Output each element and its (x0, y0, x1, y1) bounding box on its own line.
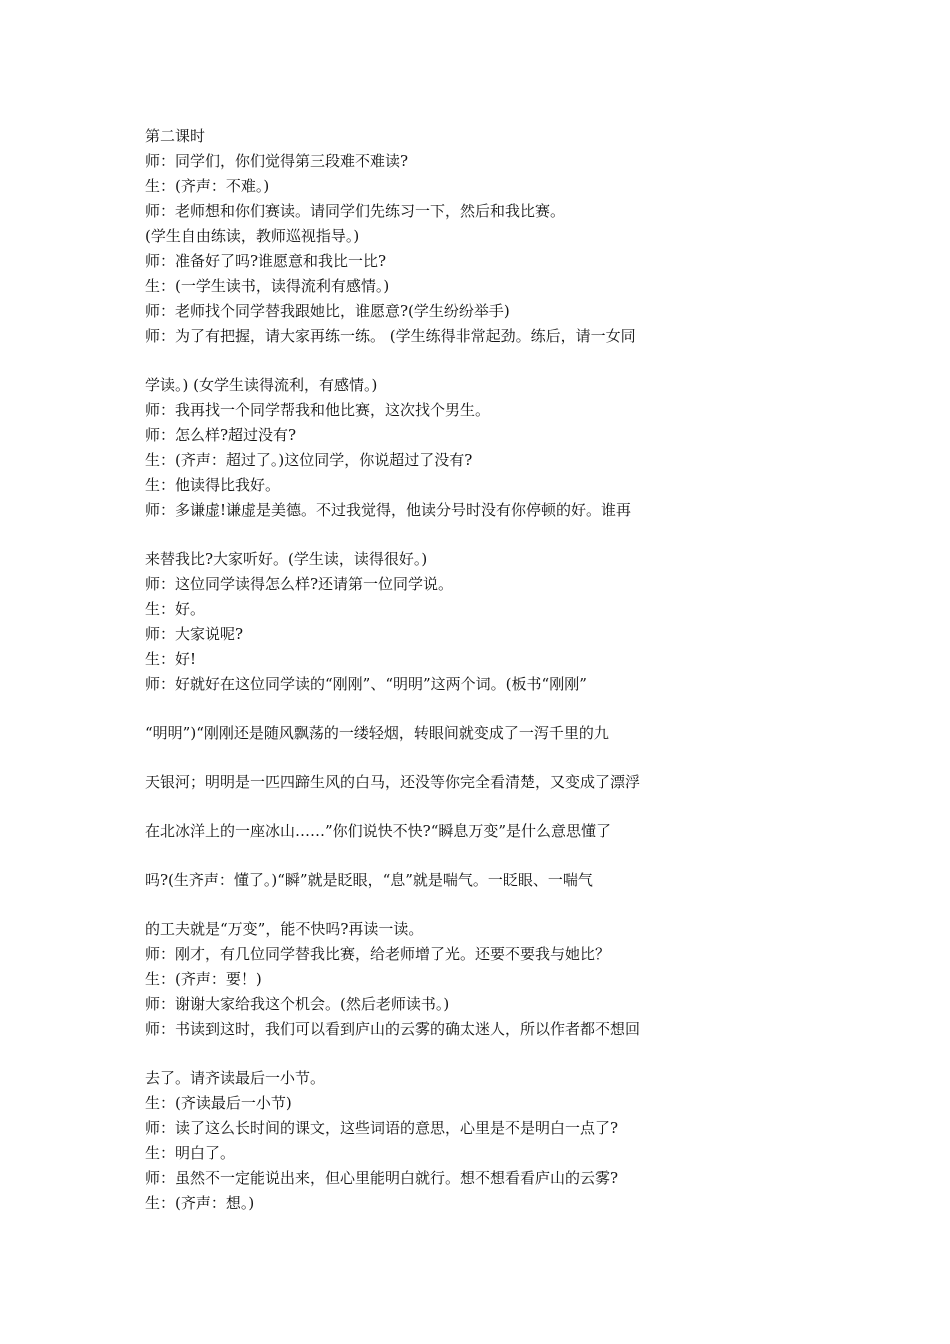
text-line: 师：大家说呢? (145, 625, 244, 643)
text-line: 生：(齐声：不难。) (145, 177, 270, 195)
text-line: 师：这位同学读得怎么样?还请第一位同学说。 (145, 575, 454, 593)
section-heading: 第二课时 (145, 127, 206, 145)
document-page (145, 124, 845, 1216)
paragraph-gap (145, 893, 845, 917)
text-line: 师：多谦虚!谦虚是美德。不过我觉得，他读分号时没有你停顿的好。谁再 (145, 501, 632, 519)
text-line: 师：我再找一个同学帮我和他比赛，这次找个男生。 (145, 401, 491, 419)
text-line: 天银河；明明是一匹四蹄生风的白马，还没等你完全看清楚，又变成了漂浮 (145, 773, 641, 791)
paragraph-gap (145, 697, 845, 721)
text-line: 生：(齐声：要！) (145, 970, 262, 988)
text-line: 师：为了有把握，请大家再练一练。 (学生练得非常起劲。练后，请一女同 (145, 327, 636, 345)
text-line: 师：读了这么长时间的课文，这些词语的意思，心里是不是明白一点了? (145, 1119, 619, 1137)
text-line: 师：准备好了吗?谁愿意和我比一比? (145, 252, 387, 270)
text-line: 吗?(生齐声：懂了。)“瞬”就是眨眼，“息”就是喘气。一眨眼、一喘气 (145, 871, 593, 889)
text-line: 生：好! (145, 650, 197, 668)
paragraph-gap (145, 1042, 845, 1066)
text-line: 师：刚才，有几位同学替我比赛，给老师增了光。还要不要我与她比？ (145, 945, 611, 963)
paragraph-gap (145, 349, 845, 373)
text-line: 师：老师想和你们赛读。请同学们先练习一下，然后和我比赛。 (145, 202, 566, 220)
paragraph-gap (145, 795, 845, 819)
paragraph-gap (145, 523, 845, 547)
text-line: 师：怎么样?超过没有? (145, 426, 297, 444)
text-line: 师：老师找个同学替我跟她比，谁愿意?(学生纷纷举手) (145, 302, 510, 320)
text-line: 在北冰洋上的一座冰山……”你们说快不快?“瞬息万变”是什么意思懂了 (145, 822, 612, 840)
text-line: “明明”)“刚刚还是随风飘荡的一缕轻烟，转眼间就变成了一泻千里的九 (145, 724, 609, 742)
text-line: 生：他读得比我好。 (145, 476, 281, 494)
text-line: 生：(一学生读书，读得流利有感情。) (145, 277, 390, 295)
text-line: 去了。请齐读最后一小节。 (145, 1069, 326, 1087)
paragraph-gap (145, 746, 845, 770)
text-line: 生：明白了。 (145, 1144, 236, 1162)
text-line: 生：(齐声：超过了。)这位同学，你说超过了没有? (145, 451, 473, 469)
text-line: 师：书读到这时，我们可以看到庐山的云雾的确太迷人，所以作者都不想回 (145, 1020, 641, 1038)
text-line: 师：谢谢大家给我这个机会。(然后老师读书。) (145, 995, 450, 1013)
text-line: 生：(齐声：想。) (145, 1194, 255, 1212)
text-line: 师：虽然不一定能说出来，但心里能明白就行。想不想看看庐山的云雾? (145, 1169, 619, 1187)
text-line: 的工夫就是“万变”，能不快吗?再读一读。 (145, 920, 424, 938)
text-line: 师：同学们，你们觉得第三段难不难读? (145, 152, 409, 170)
text-line: 来替我比?大家听好。(学生读，读得很好。) (145, 550, 428, 568)
paragraph-gap (145, 844, 845, 868)
text-line: (学生自由练读，教师巡视指导。) (145, 227, 360, 245)
text-line: 生：(齐读最后一小节) (145, 1094, 292, 1112)
text-line: 师：好就好在这位同学读的“刚刚”、“明明”这两个词。(板书“刚刚” (145, 675, 587, 693)
text-line: 学读。) (女学生读得流利，有感情。) (145, 376, 378, 394)
text-line: 生：好。 (145, 600, 206, 618)
